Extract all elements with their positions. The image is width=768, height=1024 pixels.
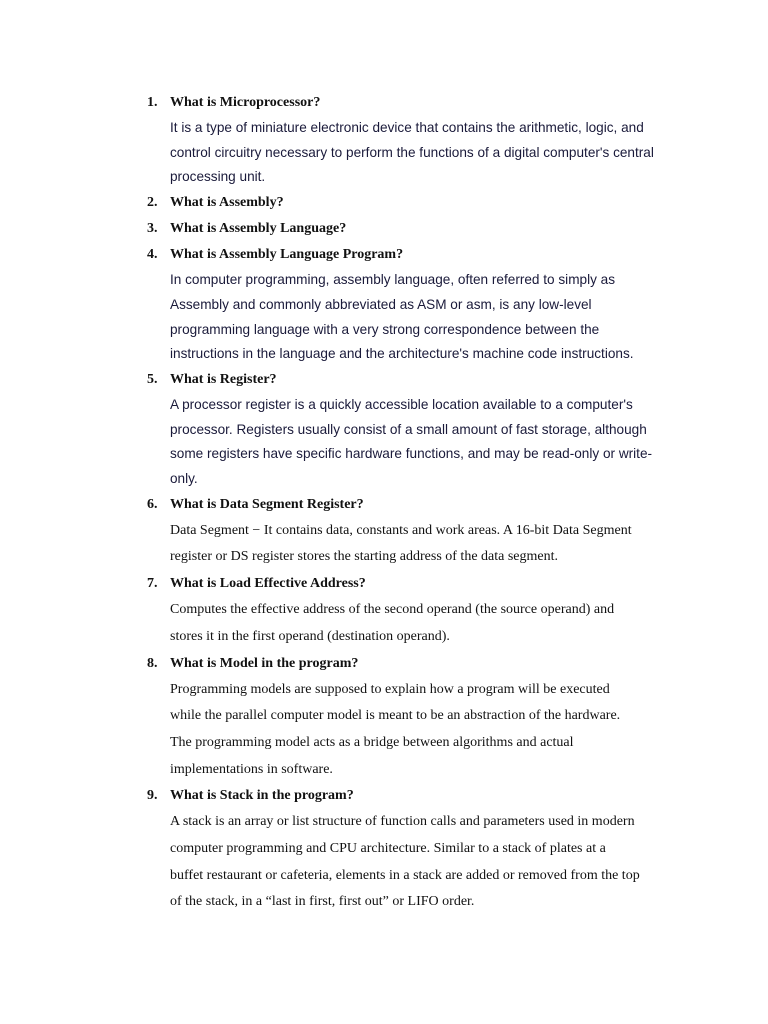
question-number: 2. xyxy=(147,195,158,211)
answer-line: while the parallel computer model is meant to be an abstraction of the hardware. xyxy=(170,708,621,724)
question-number: 9. xyxy=(147,788,158,804)
question-item-8 xyxy=(0,651,768,784)
answer-line: Data Segment − It contains data, constants and work areas. A 16-bit Data Segment xyxy=(170,522,632,538)
answer-line: Computes the effective address of the second operand (the source operand) and xyxy=(170,602,615,618)
answer-line: The programming model acts as a bridge between algorithms and actual xyxy=(170,734,574,750)
question-text: What is Assembly Language? xyxy=(170,221,347,237)
answer-text xyxy=(170,393,670,492)
question-item-9 xyxy=(0,783,768,916)
answer-line: buffet restaurant or cafeteria, elements in a stack are added or removed from the top xyxy=(170,867,640,883)
answer-line: some registers have specific hardware functions, and may be read-only or write- xyxy=(170,446,653,462)
question-number: 5. xyxy=(147,371,158,387)
answer-text xyxy=(170,809,680,916)
question-heading xyxy=(0,242,768,268)
question-list xyxy=(0,90,768,916)
question-text: What is Model in the program? xyxy=(170,655,359,671)
answer-line: only. xyxy=(170,471,198,487)
answer-line: A processor register is a quickly accessible location available to a computer's xyxy=(170,396,633,412)
question-heading xyxy=(0,190,768,216)
question-item-3 xyxy=(0,216,768,242)
question-text: What is Assembly? xyxy=(170,195,284,211)
question-heading xyxy=(0,367,768,393)
answer-line: A stack is an array or list structure of function calls and parameters used in modern xyxy=(170,814,635,830)
answer-line: In computer programming, assembly language, often referred to simply as xyxy=(170,272,616,288)
answer-line: register or DS register stores the starting address of the data segment. xyxy=(170,549,559,565)
answer-line: programming language with a very strong correspondence between the xyxy=(170,321,600,337)
question-number: 7. xyxy=(147,576,158,592)
answer-line: implementations in software. xyxy=(170,761,333,777)
question-heading xyxy=(0,783,768,809)
question-heading xyxy=(0,571,768,597)
answer-text xyxy=(170,518,680,571)
question-number: 6. xyxy=(147,496,158,512)
answer-line: of the stack, in a “last in first, first out” or LIFO order. xyxy=(170,894,475,910)
question-text: What is Assembly Language Program? xyxy=(170,247,404,263)
answer-line: Assembly and commonly abbreviated as ASM or asm, is any low-level xyxy=(170,296,592,312)
question-text: What is Load Effective Address? xyxy=(170,576,366,592)
question-heading xyxy=(0,492,768,518)
answer-line: instructions in the language and the architecture's machine code instructions. xyxy=(170,346,634,362)
answer-line: processing unit. xyxy=(170,169,266,185)
question-text: What is Stack in the program? xyxy=(170,788,354,804)
question-item-7 xyxy=(0,571,768,650)
question-item-2 xyxy=(0,190,768,216)
answer-text xyxy=(170,677,680,784)
question-text: What is Register? xyxy=(170,371,277,387)
question-number: 4. xyxy=(147,247,158,263)
answer-text xyxy=(170,116,670,190)
question-number: 8. xyxy=(147,655,158,671)
question-heading xyxy=(0,216,768,242)
answer-line: stores it in the first operand (destination operand). xyxy=(170,628,450,644)
answer-line: Programming models are supposed to explain how a program will be executed xyxy=(170,681,610,697)
question-item-6 xyxy=(0,492,768,571)
answer-line: It is a type of miniature electronic device that contains the arithmetic, logic, and xyxy=(170,120,644,135)
question-number: 3. xyxy=(147,221,158,237)
question-item-5 xyxy=(0,367,768,492)
answer-line: control circuitry necessary to perform the functions of a digital computer's central xyxy=(170,144,654,160)
answer-text xyxy=(170,597,680,650)
answer-line: processor. Registers usually consist of a small amount of fast storage, although xyxy=(170,421,647,437)
answer-text xyxy=(170,268,670,367)
question-text: What is Data Segment Register? xyxy=(170,496,364,512)
question-item-4 xyxy=(0,242,768,367)
question-item-1 xyxy=(0,90,768,190)
question-heading xyxy=(0,651,768,677)
question-text: What is Microprocessor? xyxy=(170,95,321,110)
answer-line: computer programming and CPU architecture. Similar to a stack of plates at a xyxy=(170,841,606,857)
question-number: 1. xyxy=(147,95,158,110)
question-heading xyxy=(0,90,768,116)
